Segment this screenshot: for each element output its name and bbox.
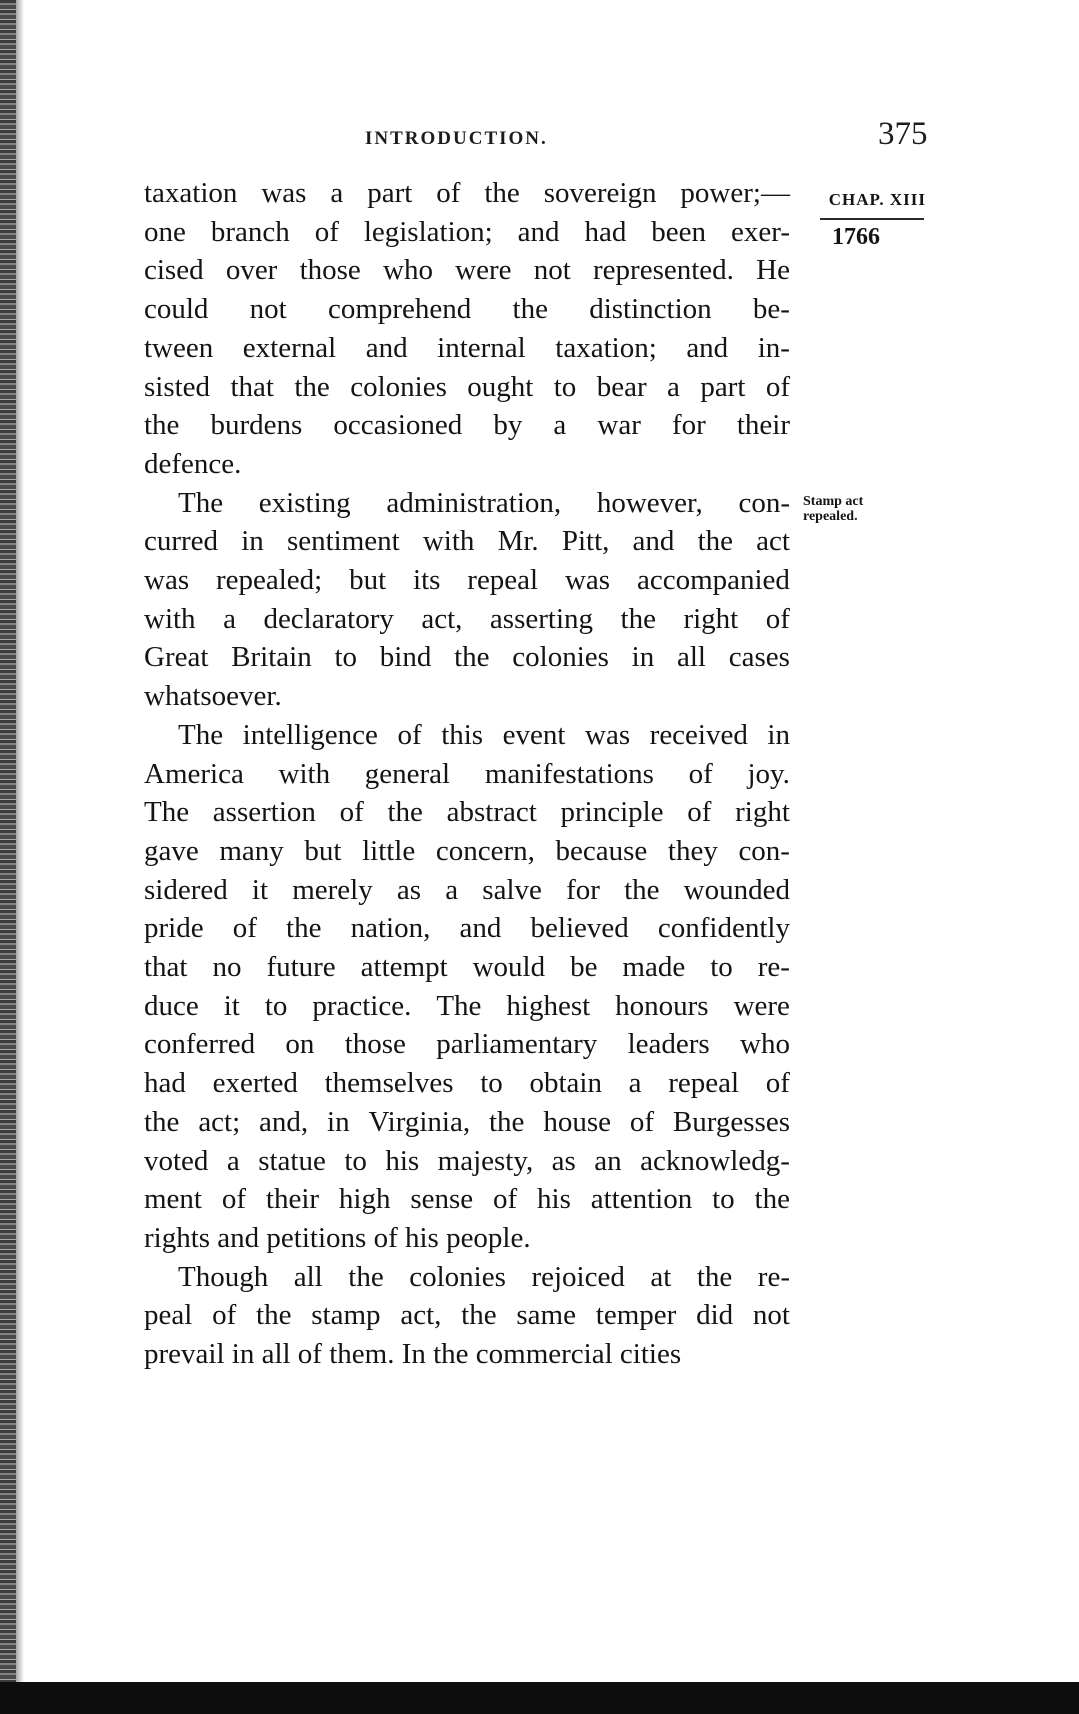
text-line: the burdens occasioned by a war for their — [144, 409, 790, 442]
running-head: INTRODUCTION. — [365, 128, 548, 149]
text-line: sidered it merely as a salve for the wounded — [144, 873, 790, 906]
margin-chapter: CHAP. XIII — [828, 190, 926, 209]
body-text — [144, 174, 790, 1374]
text-line: Though all the colonies rejoiced at the re- — [178, 1260, 790, 1293]
text-line: duce it to practice. The highest honours were — [144, 989, 790, 1022]
text-line: voted a statue to his majesty, as an acknowledg- — [144, 1144, 790, 1177]
text-line: prevail in all of them. In the commercial cities — [144, 1338, 682, 1371]
text-line: had exerted themselves to obtain a repeal of — [144, 1067, 790, 1100]
text-line: Great Britain to bind the colonies in all cases — [144, 641, 790, 674]
margin-rule — [820, 218, 924, 220]
text-line: whatsoever. — [144, 680, 282, 713]
text-line: the act; and, in Virginia, the house of Burgesses — [144, 1105, 790, 1138]
text-line: defence. — [144, 447, 242, 480]
binding-shadow — [16, 0, 24, 1714]
text-line: peal of the stamp act, the same temper did not — [144, 1299, 790, 1332]
text-line: The assertion of the abstract principle of right — [144, 796, 790, 829]
text-line: one branch of legislation; and had been exer- — [144, 215, 790, 248]
paragraph — [144, 174, 790, 484]
text-line: ment of their high sense of his attention to the — [144, 1183, 790, 1216]
text-line: America with general manifestations of joy. — [144, 757, 790, 790]
text-line: pride of the nation, and believed confidently — [144, 912, 790, 945]
text-line: rights and petitions of his people. — [144, 1221, 531, 1254]
text-line: gave many but little concern, because they con- — [144, 834, 790, 867]
text-line: tween external and internal taxation; and in- — [144, 331, 790, 364]
text-line: with a declaratory act, asserting the right of — [144, 602, 790, 635]
bottom-scan-edge — [0, 1682, 1079, 1714]
text-line: taxation was a part of the sovereign power;— — [144, 177, 790, 209]
text-line: The intelligence of this event was received in — [178, 718, 790, 751]
paragraph — [144, 716, 790, 1258]
text-line: cised over those who were not represented. He — [144, 254, 790, 287]
page-number: 375 — [878, 116, 928, 152]
paragraph — [144, 484, 790, 716]
text-line: sisted that the colonies ought to bear a part of — [144, 370, 790, 403]
text-line: conferred on those parliamentary leaders who — [144, 1028, 790, 1061]
text-line: was repealed; but its repeal was accompanied — [144, 564, 790, 597]
text-line: that no future attempt would be made to re- — [144, 951, 790, 984]
margin-note — [803, 494, 863, 524]
margin-year: 1766 — [832, 224, 880, 250]
text-line: The existing administration, however, con- — [178, 486, 790, 519]
margin-note-line: repealed. — [803, 509, 858, 524]
binding-edge — [0, 0, 16, 1714]
paragraph — [144, 1258, 790, 1374]
text-line: curred in sentiment with Mr. Pitt, and the act — [144, 525, 790, 558]
margin-note-line: Stamp act — [803, 494, 864, 509]
text-line: could not comprehend the distinction be- — [144, 293, 790, 326]
